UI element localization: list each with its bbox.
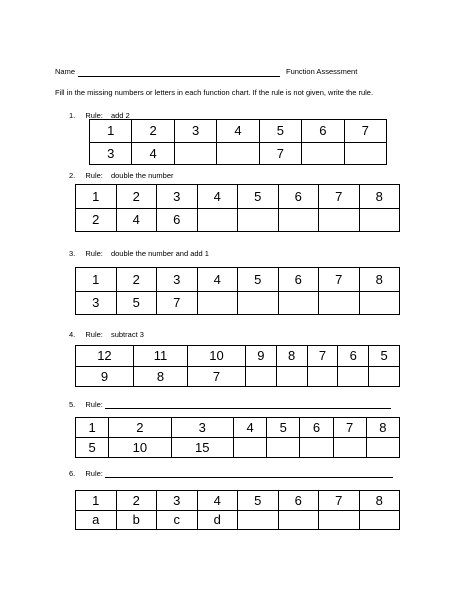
output-cell: 10 [109,438,171,458]
output-cell: 3 [76,291,117,315]
function-chart-4 [75,345,400,387]
output-cell[interactable] [300,438,333,458]
problem-2-label [69,171,174,180]
rule-label: Rule: [85,111,103,120]
input-cell: 10 [188,346,246,367]
input-row [76,491,400,511]
input-cell: 3 [174,120,216,143]
output-cell[interactable] [197,208,238,232]
input-cell: 7 [319,185,360,209]
input-cell: 12 [76,346,134,367]
input-cell: 5 [259,120,301,143]
output-cell[interactable] [366,438,399,458]
input-cell: 1 [76,491,117,511]
output-cell: b [116,510,157,530]
input-cell: 6 [278,268,319,292]
input-cell: 4 [197,268,238,292]
rule-label: Rule: [85,469,103,478]
output-cell[interactable] [307,366,338,387]
problem-5-label [69,400,103,409]
output-cell[interactable] [197,291,238,315]
input-cell: 1 [76,418,109,438]
input-cell: 8 [359,185,400,209]
input-cell: 5 [369,346,400,367]
input-cell: 9 [245,346,276,367]
output-cell: 4 [132,142,174,165]
input-cell: 3 [157,185,198,209]
rule-text: add 2 [110,111,130,120]
output-cell: 7 [157,291,198,315]
output-cell: 5 [116,291,157,315]
input-cell: 5 [267,418,300,438]
problem-6-label [69,469,103,478]
rule-text: double the number and add 1 [110,249,209,258]
name-label: Name [55,67,76,76]
output-cell: 3 [90,142,132,165]
output-cell[interactable] [359,291,400,315]
output-cell[interactable] [338,366,369,387]
output-cell: 6 [157,208,198,232]
input-cell: 11 [133,346,187,367]
input-cell: 6 [338,346,369,367]
input-row [76,268,400,292]
output-cell[interactable] [278,510,319,530]
rule-label: Rule: [85,330,103,339]
output-cell: 4 [116,208,157,232]
input-row [76,346,400,367]
function-chart-3 [75,267,400,315]
input-cell: 5 [238,185,279,209]
rule-label: Rule: [85,400,103,409]
instructions: Fill in the missing numbers or letters in each function chart. If the rule is not given, write the rule. [55,88,374,97]
input-cell: 2 [109,418,171,438]
output-cell: 2 [76,208,117,232]
output-cell[interactable] [333,438,366,458]
output-row [76,208,400,232]
problem-number: 6. [69,469,76,478]
output-cell[interactable] [276,366,307,387]
rule-answer-line-5[interactable] [105,408,391,409]
page-title: Function Assessment [286,67,358,76]
rule-text: subtract 3 [110,330,144,339]
output-cell[interactable] [359,510,400,530]
output-cell: d [197,510,238,530]
input-cell: 8 [276,346,307,367]
input-cell: 7 [333,418,366,438]
input-cell: 6 [278,491,319,511]
input-cell: 1 [76,185,117,209]
output-cell[interactable] [302,142,344,165]
input-cell: 7 [319,268,360,292]
problem-4-label [69,330,144,339]
output-row [76,291,400,315]
output-cell[interactable] [238,510,279,530]
output-cell[interactable] [245,366,276,387]
output-row [76,438,400,458]
output-row [76,366,400,387]
problem-number: 1. [69,111,76,120]
output-cell: 15 [171,438,233,458]
function-chart-1 [89,119,387,165]
output-cell[interactable] [319,510,360,530]
name-input-line[interactable] [78,76,280,77]
input-cell: 3 [157,268,198,292]
output-cell[interactable] [278,291,319,315]
input-row [90,120,387,143]
output-cell[interactable] [369,366,400,387]
output-cell: 5 [76,438,109,458]
output-cell: 9 [76,366,134,387]
input-cell: 3 [157,491,198,511]
input-cell: 7 [307,346,338,367]
output-cell: a [76,510,117,530]
input-cell: 2 [132,120,174,143]
input-cell: 7 [319,491,360,511]
output-cell: 8 [133,366,187,387]
rule-label: Rule: [85,249,103,258]
input-cell: 2 [116,491,157,511]
function-chart-5 [75,417,400,458]
rule-answer-line-6[interactable] [105,477,393,478]
function-chart-6 [75,490,400,530]
problem-number: 5. [69,400,76,409]
input-cell: 8 [359,491,400,511]
input-cell: 6 [278,185,319,209]
input-cell: 5 [238,491,279,511]
problem-number: 2. [69,171,76,180]
input-cell: 1 [90,120,132,143]
problem-number: 4. [69,330,76,339]
input-cell: 4 [197,185,238,209]
output-cell[interactable] [319,291,360,315]
output-cell: 7 [259,142,301,165]
output-cell[interactable] [233,438,266,458]
input-cell: 8 [366,418,399,438]
input-cell: 4 [233,418,266,438]
input-cell: 2 [116,185,157,209]
function-chart-2 [75,184,400,232]
output-cell[interactable] [174,142,216,165]
input-cell: 7 [344,120,386,143]
input-cell: 4 [197,491,238,511]
input-cell: 5 [238,268,279,292]
output-cell[interactable] [238,291,279,315]
input-cell: 6 [300,418,333,438]
input-row [76,418,400,438]
rule-text: double the number [110,171,174,180]
output-cell: 7 [188,366,246,387]
output-cell[interactable] [359,208,400,232]
input-row [76,185,400,209]
output-cell[interactable] [267,438,300,458]
input-cell: 6 [302,120,344,143]
output-cell[interactable] [217,142,259,165]
output-cell[interactable] [278,208,319,232]
input-cell: 3 [171,418,233,438]
input-cell: 8 [359,268,400,292]
problem-3-label [69,249,209,258]
input-cell: 1 [76,268,117,292]
output-cell[interactable] [344,142,386,165]
output-row [90,142,387,165]
problem-number: 3. [69,249,76,258]
input-cell: 4 [217,120,259,143]
output-cell[interactable] [238,208,279,232]
input-cell: 2 [116,268,157,292]
output-cell[interactable] [319,208,360,232]
output-cell: c [157,510,198,530]
rule-label: Rule: [85,171,103,180]
output-row [76,510,400,530]
